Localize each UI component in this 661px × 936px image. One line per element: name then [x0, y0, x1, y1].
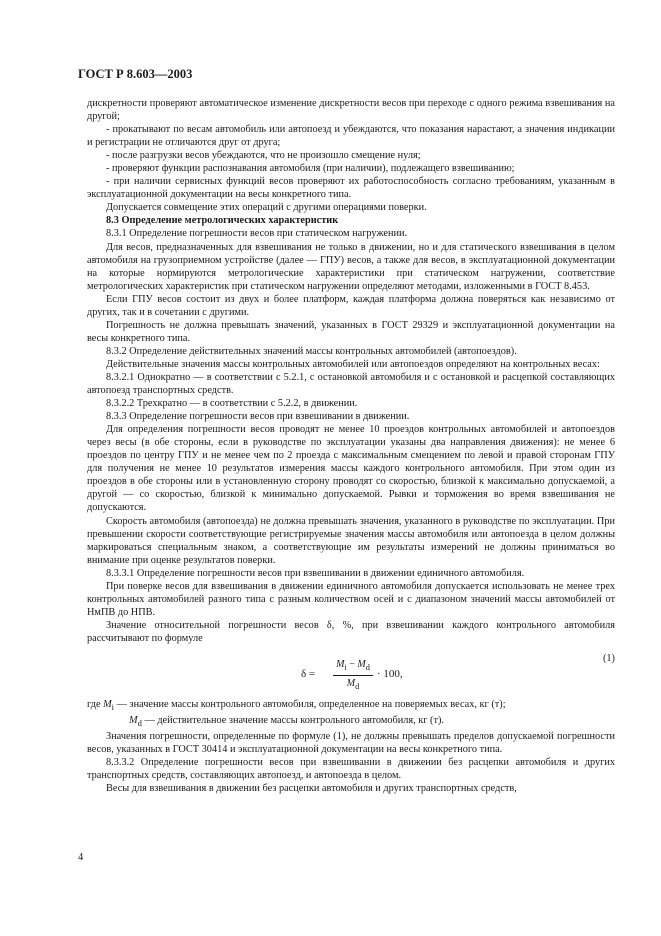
paragraph: 8.3.2 Определение действительных значений массы контрольных автомобилей (автопоездов). [106, 345, 517, 357]
paragraph: 8.3.3.1 Определение погрешности весов при взвешивании в движении единичного автомобиля. [106, 567, 525, 579]
formula-tail: · 100, [377, 667, 403, 680]
paragraph: - после разгрузки весов убеждаются, что не произошло смещение нуля; [106, 150, 421, 162]
paragraph: 8.3.3 Определение погрешности весов при взвешивании в движении. [106, 411, 410, 423]
paragraph: Значение относительной погрешности весов δ, %, при взвешивании каждого контрольного автомобиля рассчитывают по формуле [87, 619, 615, 644]
formula-legend [87, 698, 615, 730]
paragraph: Действительные значения массы контрольных автомобилей или автопоездов определяют на контрольных весах: [106, 358, 600, 370]
paragraph: дискретности проверяют автоматическое изменение дискретности весов при переходе с одного режима взвешивания на другой; [87, 98, 615, 123]
paragraph: 8.3.2.2 Трехкратно — в соответствии с 5.2.2, в движении. [106, 398, 358, 410]
legend-line-md: $M_d$ — действительное значение массы контрольного автомобиля, кг (т). [129, 715, 444, 729]
paragraph: 8.3.3.2 Определение погрешности весов при взвешивании в движении без расцепки автомобиля и других транспортных средств, составляющих автопоезд, и автопоезда в целом. [87, 757, 615, 782]
paragraph: - при наличии сервисных функций весов проверяют их работоспособность согласно требованиям, указанным в эксплуатационной документации на весы конкретного типа. [87, 176, 615, 201]
formula-lhs: δ = [301, 667, 316, 680]
paragraph: Для весов, предназначенных для взвешивания не только в движении, но и для статического взвешивания в целом автомобиля на грузоприемном устройстве (далее — ГПУ) весов, а также для весов, в эксплуатационной документации на которые нормируются метрологические характеристики при статическом нагружении, соответствие метрологических характеристик при статическом нагружении определяют методами, изложенными в ГОСТ 8.453. [87, 241, 615, 292]
formula-denominator: $M_d$ [346, 678, 360, 692]
legend-line-mi: где $M_i$ — значение массы контрольного автомобиля, определенное на поверяемых весах, кг (т); [87, 698, 506, 713]
paragraph: 8.3.1 Определение погрешности весов при статическом нагружении. [106, 228, 408, 240]
formula-fraction [333, 658, 373, 693]
paragraph: Если ГПУ весов состоит из двух и более платформ, каждая платформа должна поверяться как независимо от других, так и в сочетании с другими. [87, 293, 615, 318]
paragraphs-bottom [87, 730, 615, 795]
paragraph: - прокатывают по весам автомобиль или автопоезд и убеждаются, что показания нарастают, а значения индикации и регистрации не отличаются друг от друга; [87, 124, 615, 149]
page-number: 4 [78, 852, 84, 863]
formula-numerator: $M_i - M_d$ [333, 658, 373, 676]
paragraph: Допускается совмещение этих операций с другими операциями поверки. [106, 202, 427, 214]
paragraphs-top [87, 97, 615, 645]
section-heading: 8.3 Определение метрологических характеристик [106, 215, 339, 227]
formula-expression [301, 658, 421, 692]
paragraph: - проверяют функции распознавания автомобиля (при наличии), подлежащего взвешиванию; [106, 163, 515, 175]
document-header: ГОСТ Р 8.603—2003 [78, 67, 193, 81]
document-body [87, 97, 615, 795]
paragraph: Погрешность не должна превышать значений, указанных в ГОСТ 29329 и эксплуатационной документации на весы конкретного типа. [87, 319, 615, 344]
paragraph: Для определения погрешности весов проводят не менее 10 проездов контрольных автомобилей и автопоездов через весы (в обе стороны, если в руководстве по эксплуатации указаны два направления движения): не менее 6 проездов по центру ГПУ и не менее чем по 2 проезда с максимальным смещением по левой и правой сторонам ГПУ для получения не менее 10 результатов измерения массы каждого контрольного автомобиля. При этом один из проездов в обе стороны или в установленную сторону проводят со скоростью, близкой к максимально допускаемой, а другой — со скоростью, близкой к минимально допускаемой. Рывки и торможения во время взвешивания не допускаются. [87, 424, 615, 514]
paragraph: Весы для взвешивания в движении без расцепки автомобиля и других транспортных средств, [106, 783, 517, 795]
paragraph: Значения погрешности, определенные по формуле (1), не должны превышать пределов допускаемой погрешности весов, указанных в ГОСТ 30414 и эксплуатационной документации на весы конкретного типа. [87, 731, 615, 756]
equation-number: (1) [602, 652, 615, 664]
paragraph: 8.3.2.1 Однократно — в соответствии с 5.2.1, с остановкой автомобиля и с остановкой и расцепкой составляющих автопоезд транспортных средств. [87, 371, 615, 397]
paragraph: При поверке весов для взвешивания в движении единичного автомобиля допускается использовать не менее трех контрольных автомобилей разного типа с разным количеством осей и с диапазоном значений массы автомобилей от НмПВ до НПВ. [87, 580, 615, 618]
formula-1 [87, 652, 615, 696]
paragraph: Скорость автомобиля (автопоезда) не должна превышать значения, указанного в руководстве по эксплуатации. При превышении скорости соответствующие регистрируемые значения массы автомобиля или автопоезда в целом должны маркироваться специальным знаком, а соответствующие им результаты измерений не должны приниматься во внимание при оценке результатов поверки. [87, 515, 615, 566]
